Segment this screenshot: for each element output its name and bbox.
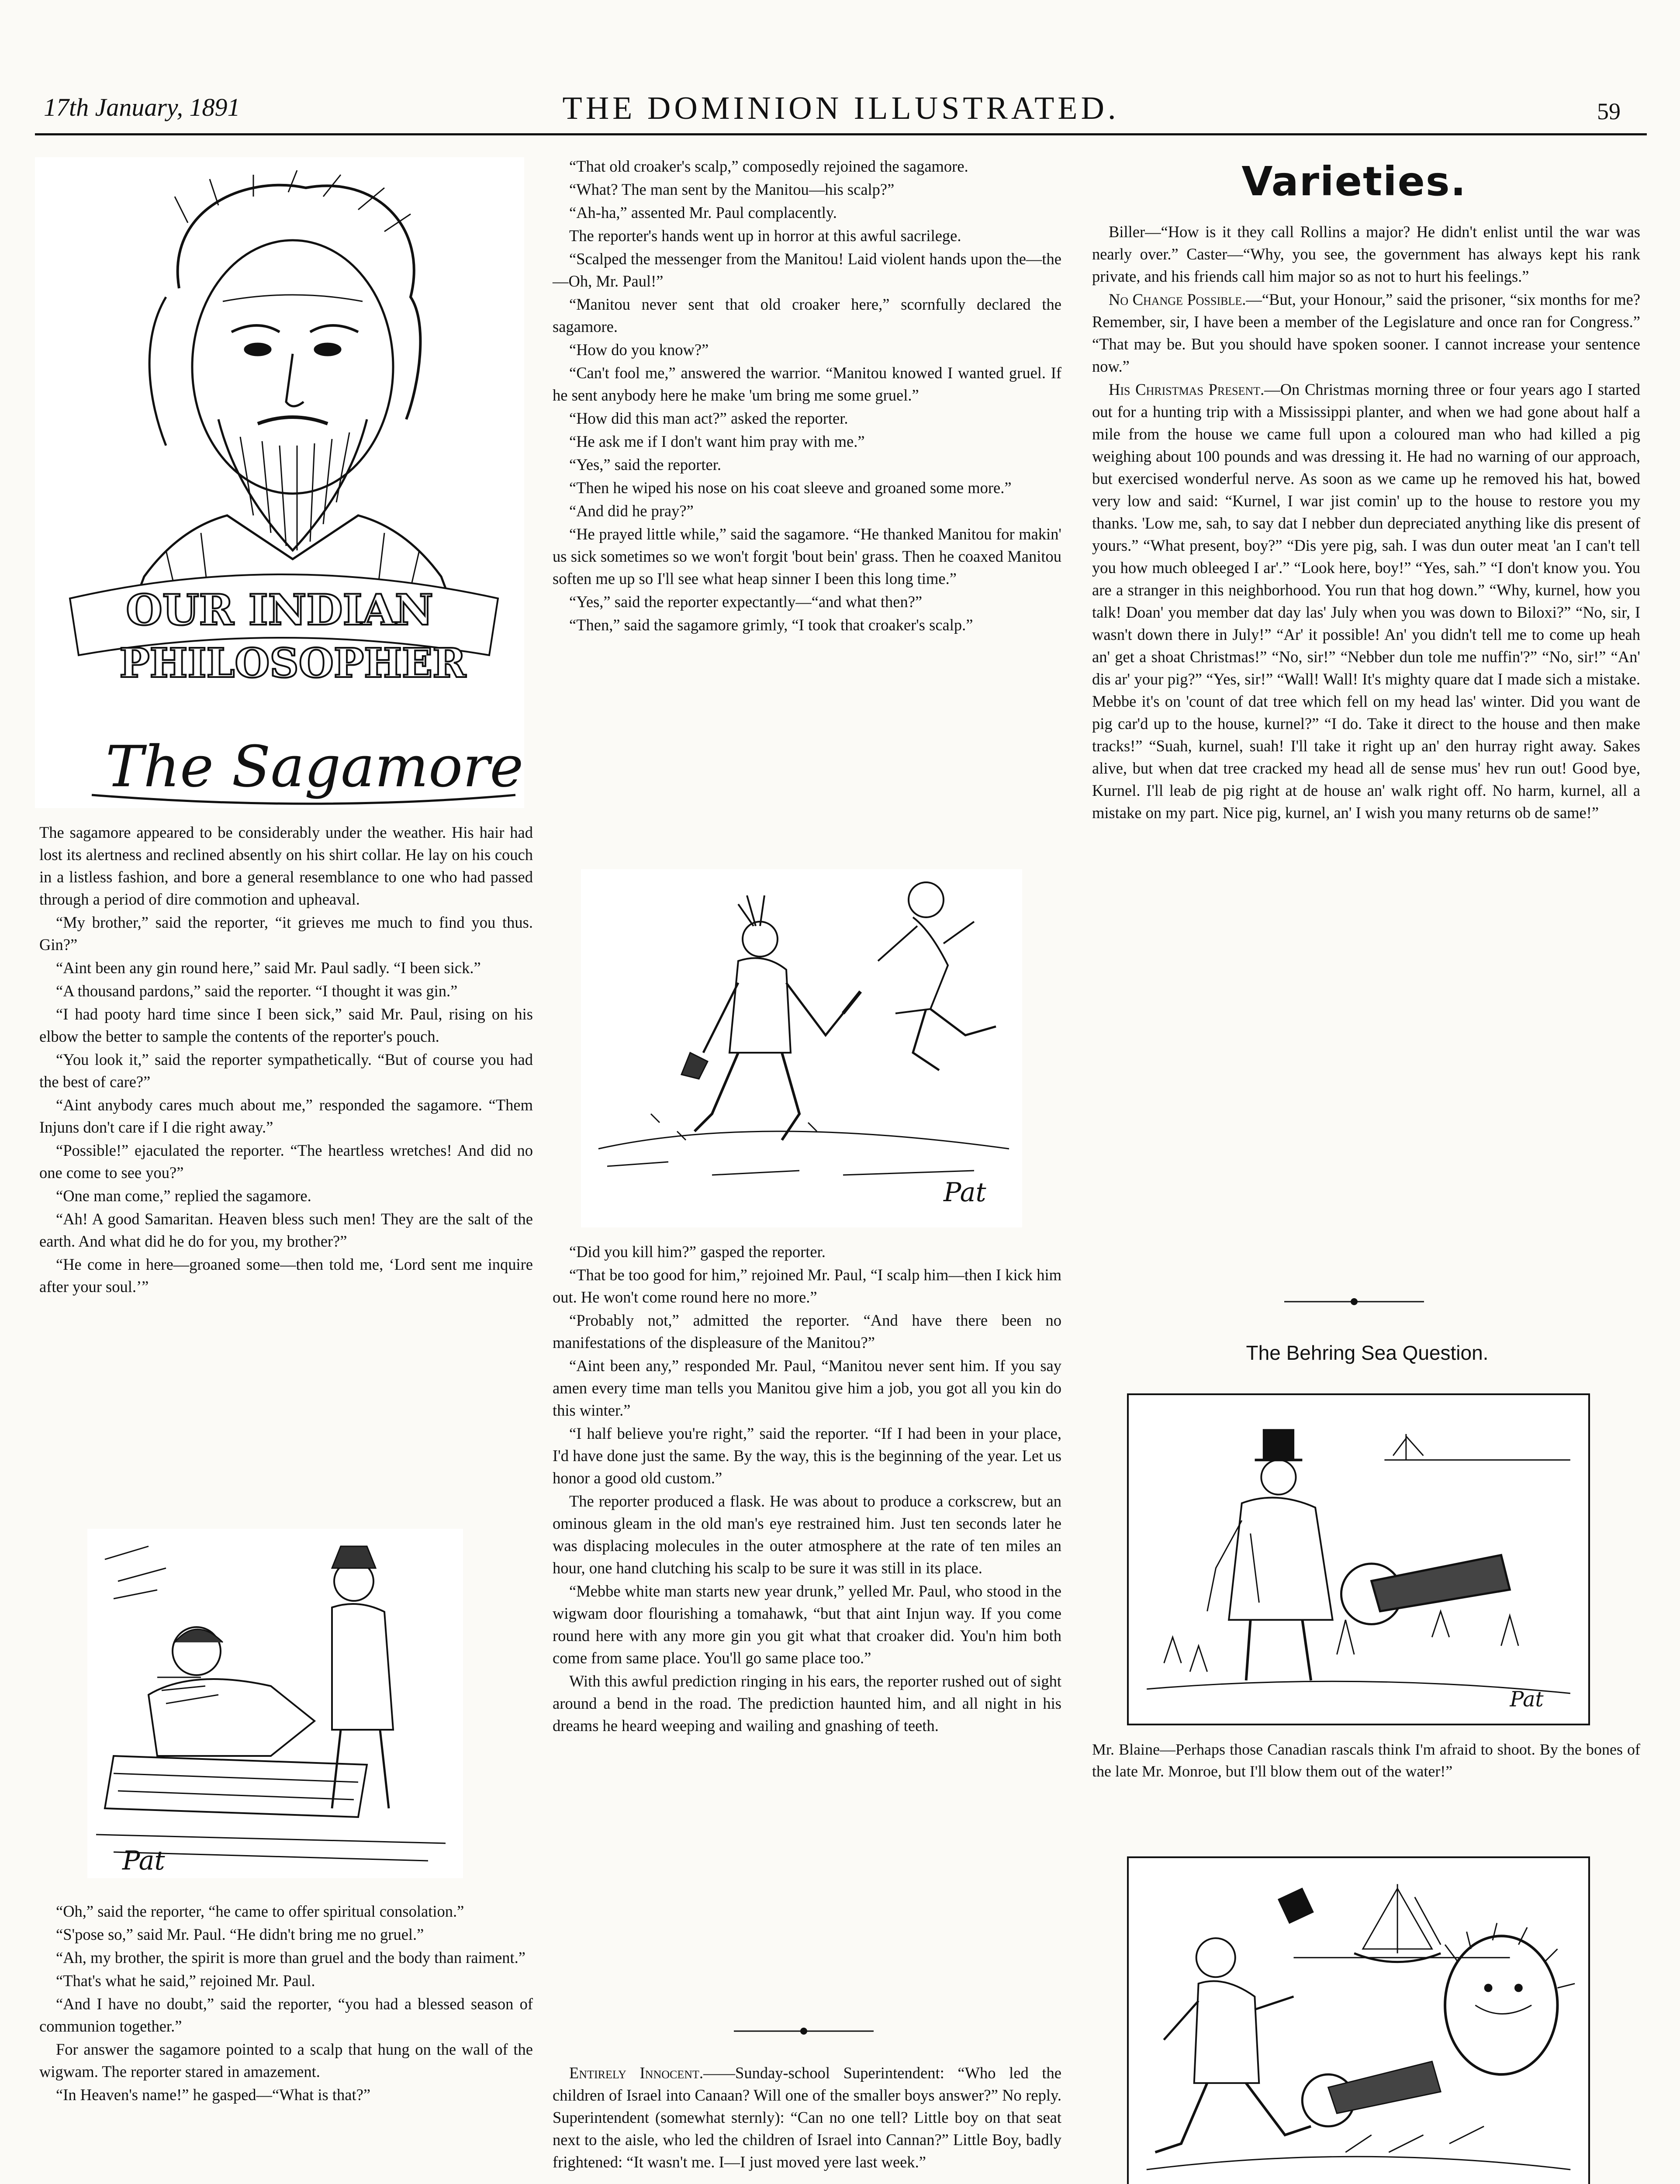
col3-item-head: No Change Possible. <box>1109 290 1246 308</box>
col2-paragraph: “That be too good for him,” rejoined Mr. Paul, “I scalp him—then I kick him out. He won't come round here no more.” <box>553 1266 1061 1306</box>
col2-paragraph: With this awful prediction ringing in his ears, the reporter rushed out of sight around a bend in the road. The prediction haunted him, and all night in his dreams he heard weeping and wailing and gnashing of teeth. <box>553 1672 1061 1735</box>
col1-paragraph: “Oh,” said the reporter, “he came to offer spiritual consolation.” <box>56 1902 464 1920</box>
col2-paragraph: “Then,” said the sagamore grimly, “I took that croaker's scalp.” <box>569 616 973 634</box>
issue-date: 17th January, 1891 <box>44 93 240 121</box>
varieties-heading: Varieties. <box>1241 158 1467 205</box>
sickbed-drawing <box>87 1529 463 1878</box>
illustrator-signature: Pat <box>944 1177 986 1208</box>
column-1-top <box>39 821 533 1299</box>
col1-paragraph: “Ah! A good Samaritan. Heaven bless such men! They are the salt of the earth. And what did he do for you, my brother?” <box>39 1210 533 1250</box>
col1-paragraph: For answer the sagamore pointed to a scalp that hung on the wall of the wigwam. The reporter stared in amazement. <box>39 2040 533 2080</box>
col1-paragraph: “Possible!” ejaculated the reporter. “The heartless wretches! And did no one come to see you?” <box>39 1141 533 1182</box>
col2-paragraph: The reporter's hands went up in horror at this awful sacrilege. <box>569 227 961 245</box>
col2-paragraph: “Aint been any,” responded Mr. Paul, “Manitou never sent him. If you say amen every time man tells you Manitou give him a job, you got all you kin do this winter.” <box>553 1357 1061 1419</box>
blaine-caption: Mr. Blaine—Perhaps those Canadian rascals think I'm afraid to shoot. By the bones of the late Mr. Monroe, but I'll blow them out of the water!” <box>1092 1741 1640 1780</box>
col2-paragraph: “Yes,” said the reporter expectantly—“and what then?” <box>569 593 923 611</box>
illustrator-signature: Pat <box>1510 1687 1544 1712</box>
sickbed-illustration <box>87 1529 463 1878</box>
col3-paragraph: —“But, your Honour,” said the prisoner, “six months for me? Remember, sir, I have been a member of the Legislature and once ran for Congress.” “That may be. But you should have spoken sooner. I cannot increase your sentence now.” <box>1092 290 1640 375</box>
portrait-title-line1: OUR INDIAN <box>126 585 433 635</box>
chase-drawing <box>581 869 1022 1227</box>
portrait-title-line2: PHILOSOPHER <box>119 639 466 687</box>
col2-paragraph: “Can't fool me,” answered the warrior. “Manitou knowed I wanted gruel. If he sent anybody here he make 'um bring me some gruel.” <box>553 364 1061 404</box>
col2-paragraph: “Mebbe white man starts new year drunk,” yelled Mr. Paul, who stood in the wigwam door flourishing a tomahawk, “but that aint Injun way. If you come round here with any more gin you git what that croaker did. You'n him both come from same place. You'll go same place too.” <box>553 1582 1061 1667</box>
col1-paragraph: “You look it,” said the reporter sympathetically. “But of course you had the best of care?” <box>39 1051 533 1091</box>
col2-paragraph: “That old croaker's scalp,” composedly rejoined the sagamore. <box>569 157 968 175</box>
col2-paragraph: “He ask me if I don't want him pray with me.” <box>569 432 865 450</box>
col3-paragraph: —On Christmas morning three or four years ago I started out for a hunting trip with a Mississippi planter, and when we had gone about half a mile from the house we came full upon a coloured man who had killed a pig weighing about 100 pounds and was dressing it. He had no warning of our approach, but exercised wonderful nerve. As soon as we came up he removed his hat, bowed very low and said: “Kurnel, I war jist comin' up to the house to restore you my thanks. 'Low me, sah, to say dat I nebber dun depreciated anything like dis present of yours.” “What present, boy?” “Dis yere pig, sah. I was dun outer meat 'an I can't tell you how much obleeged I ar'.” “Look here, boy!” “Yes, sah.” “I don't know you. You are a stranger in this neighborhood. You run that hog down.” “Why, kurnel, how you talk! Doan' you member dat day las' July when you was down to Biloxi?” “No, sir, I wasn't down there in July!” “Ar' it possible! An' you didn't tell me to come up heah an' get a shoat Christmas!” “No, sir!” “Nebber dun tole me nuffin'?” “No, sir!” “An' dis ar' your pig?” “Yes, sir!” “Wall! Wall! It's mighty quare dat I made sich a mistake. Mebbe it's on 'count of dat tree which fell on my head las' winter. Did you want de pig car'd up to the house, kurnel?” “I do. Take it direct to the house and then make tracks!” “Suah, kurnel, suah! I'll take it right up an' den hurray right away. Sakes alive, but when dat tree cracked my head all de sense mus' hev run out! Good bye, Kurnel. I'll leab de pig right at de house an' walk right off. No harm, kurnel, all a mistake on my part. Nice pig, kurnel, an' I wish you many returns ob de same!” <box>1092 380 1640 822</box>
col1-paragraph: “He come in here—groaned some—then told me, ‘Lord sent me inquire after your soul.’” <box>39 1255 533 1296</box>
col1-paragraph: “S'pose so,” said Mr. Paul. “He didn't bring me no gruel.” <box>56 1925 424 1943</box>
portrait-illustration <box>35 157 524 808</box>
col1-paragraph: “My brother,” said the reporter, “it grieves me much to find you thus. Gin?” <box>39 913 533 954</box>
col2-paragraph: “How did this man act?” asked the reporter. <box>569 409 848 427</box>
chase-illustration <box>581 869 1022 1227</box>
publication-title: THE DOMINION ILLUSTRATED. <box>562 90 1120 126</box>
divider-ornament <box>734 2027 874 2035</box>
col1-paragraph: “Aint been any gin round here,” said Mr. Paul sadly. “I been sick.” <box>56 959 481 977</box>
illustrator-signature: Pat <box>122 1845 165 1876</box>
col1-paragraph: “And I have no doubt,” said the reporter, “you had a blessed season of communion together.” <box>39 1995 533 2035</box>
entirely-innocent-text: ——Sunday-school Superintendent: “Who led the children of Israel into Canaan? Will one of the smaller boys answer?” No reply. Superintendent (somewhat sternly): “Can no one tell? Little boy on that seat next to the aisle, who led the children of Israel into Cannan?” Little Boy, badly frightened: “It wasn't me. I—I just moved yere last week.” <box>553 2064 1061 2171</box>
col2-paragraph: “Manitou never sent that old croaker here,” scornfully declared the sagamore. <box>553 295 1061 335</box>
entirely-innocent-head: Entirely Innocent. <box>569 2064 704 2082</box>
col2-paragraph: “Yes,” said the reporter. <box>569 456 722 473</box>
col2-paragraph: The reporter produced a flask. He was about to produce a corkscrew, but an ominous gleam in the old man's eye restrained him. Just ten seconds later he was displacing molecules in the outer atmosphere at the rate of ten miles an hour, one hand clutching his scalp to be sure it was still in its place. <box>553 1492 1061 1577</box>
behring-sea-heading: The Behring Sea Question. <box>1246 1341 1489 1364</box>
col1-paragraph: “One man come,” replied the sagamore. <box>56 1187 311 1205</box>
col1-paragraph: “That's what he said,” rejoined Mr. Paul. <box>56 1972 315 1990</box>
col1-paragraph: The sagamore appeared to be considerably under the weather. His hair had lost its alertness and reclined absently on his shirt collar. He lay on his couch in a listless fashion, and bore a general resemblance to one who had passed through a period of dire commotion and upheaval. <box>39 823 533 908</box>
col1-paragraph: “Aint anybody cares much about me,” responded the sagamore. “Them Injuns don't care if I die right away.” <box>39 1096 533 1136</box>
col3-paragraph: Biller—“How is it they call Rollins a major? He didn't enlist until the war was nearly over.” Caster—“Why, you see, the government has always kept his rank private, and his friends call him major so as not to hurt his feelings.” <box>1092 223 1640 285</box>
col2-paragraph: “Then he wiped his nose on his coat sleeve and groaned some more.” <box>569 479 1012 497</box>
col2-paragraph: “I half believe you're right,” said the reporter. “If I had been in your place, I'd have done just the same. By the way, this is the beginning of the year. Let us honor a good old custom.” <box>553 1424 1061 1487</box>
column-3-text <box>1092 221 1640 825</box>
column-2-top <box>553 155 1061 637</box>
col1-paragraph: “A thousand pardons,” said the reporter. “I thought it was gin.” <box>56 982 458 1000</box>
column-1-bottom <box>39 1900 533 2107</box>
col2-paragraph: “Did you kill him?” gasped the reporter. <box>569 1243 826 1261</box>
col2-paragraph: “Scalped the messenger from the Manitou! Laid violent hands upon the—the—Oh, Mr. Paul!” <box>553 250 1061 290</box>
masthead-rule <box>35 133 1647 135</box>
portrait-drawing <box>35 157 524 808</box>
col1-paragraph: “In Heaven's name!” he gasped—“What is that?” <box>56 2086 371 2104</box>
col3-item-head: His Christmas Present. <box>1109 380 1265 398</box>
blaine-cartoon-drawing <box>1129 1395 1588 1724</box>
masthead <box>35 87 1647 135</box>
col2-paragraph: “Probably not,” admitted the reporter. “And have there been no manifestations of the displeasure of the Manitou?” <box>553 1311 1061 1351</box>
col2-paragraph: “He prayed little while,” said the sagamore. “He thanked Manitou for makin' us sick sometimes so we won't forgit 'bout bein' grass. Then he coaxed Manitou soften me up so I'll see what heap sinner I been this long time.” <box>553 525 1061 587</box>
entirely-innocent-item <box>553 2062 1061 2174</box>
col1-paragraph: “I had pooty hard time since I been sick,” said Mr. Paul, rising on his elbow the better to sample the contents of the reporter's pouch. <box>39 1005 533 1045</box>
immortal-moses-cartoon <box>1127 1856 1590 2184</box>
divider-ornament <box>1284 1297 1424 1306</box>
col2-paragraph: “How do you know?” <box>569 341 709 359</box>
column-2-bottom <box>553 1241 1061 1738</box>
col2-paragraph: “Ah-ha,” assented Mr. Paul complacently. <box>569 204 837 221</box>
col2-paragraph: “What? The man sent by the Manitou—his scalp?” <box>569 180 895 198</box>
portrait-subtitle: The Sagamore <box>105 733 524 800</box>
blaine-cartoon <box>1127 1393 1590 1725</box>
col1-paragraph: “Ah, my brother, the spirit is more than gruel and the body than raiment.” <box>56 1949 526 1966</box>
col2-paragraph: “And did he pray?” <box>569 502 694 520</box>
immortal-moses-drawing <box>1129 1858 1588 2184</box>
page-number: 59 <box>1597 98 1621 124</box>
